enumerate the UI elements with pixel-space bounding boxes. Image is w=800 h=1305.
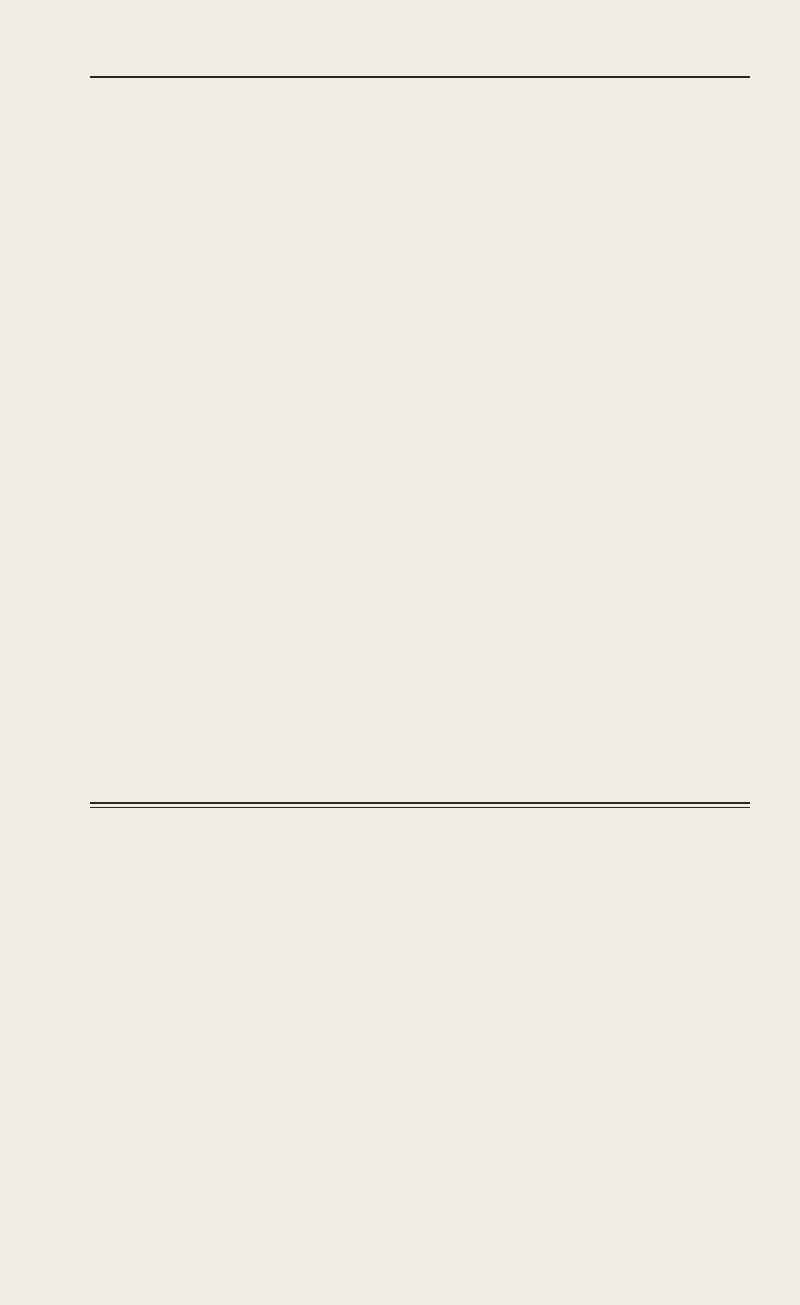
running-header <box>90 42 750 72</box>
section-divider <box>90 802 750 808</box>
header-rule <box>90 76 750 78</box>
